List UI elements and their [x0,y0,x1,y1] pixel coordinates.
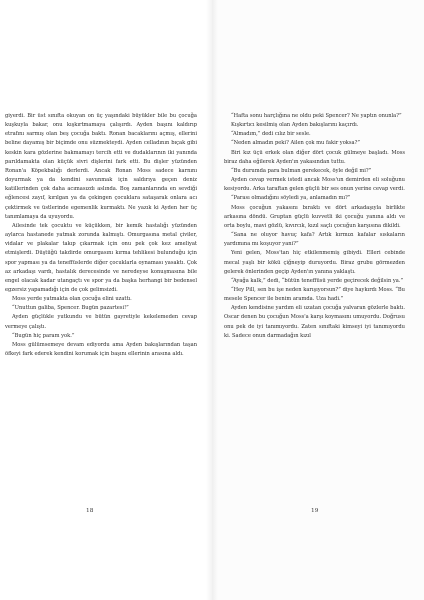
paragraph: “Almadım,” dedi cılız bir sesle. [231,131,311,138]
paragraph: “Ayağa kalk,” dedi, “bütün teneffüsü yerde geçirecek değilsin ya.” [231,277,404,284]
paragraph: Biri kız üçü erkek olan diğer dört çocuk gülmeye başladı. Moss biraz daha eğilerek Ayden'ın yakasından tuttu. [224,149,405,165]
page-number-right: 19 [311,508,319,514]
paragraph: Ayden cevap vermek istedi ancak Moss'un demirden eli soluğunu kesiyordu. Arka taraftan gelen güçlü bir ses onun yerine cevap verdi. [224,177,405,193]
book-gutter [206,0,218,600]
left-page-body [5,112,197,359]
paragraph: “Hafta sonu harçlığına ne oldu peki Spencer? Ne yaptın onunla?” [231,113,402,119]
paragraph: Ayden kendisine yardım eli uzatan çocuğa yalvaran gözlerle baktı. Oscar denen bu çocuğun Moss'a karşı koymasını umuyordu. Doğrusu onu pek de iyi tanımıyordu. Zaten sınıftaki kimseyi iyi tanımıyordu ki. Sadece onun darmadağın kızıl [224,305,405,339]
paragraph: Yeni gelen, Moss'tan hiç etkilenmemiş gibiydi. Elleri cebinde mecal yaşlı bir kökü çiğneyip duruyordu. Biraz grubu görmezden gelerek önlerinden geçip Ayden'ın yanına yaklaştı. [224,250,405,275]
page-number-left: 18 [86,508,94,514]
paragraph: Moss gülümsemeye devam ediyordu ama Ayden bakışlarından taşan öfkeyi fark ederek kendini korumak için başını ellerinin arasına aldı. [5,341,197,358]
paragraph: giyerdi. Bir üst sınıfta okuyan on üç yaşındaki büyükler bile bu çocuğa kuşkuyla bakar, onu kışkırtmamaya çalışırdı. Ayden başını kaldırıp etrafını sarmış olan beş çocuğa baktı. Ronan bacaklarını açmış, ellerini beline dayamış bir biçimde onu süzmekteydi. Ayden celladının bıçak gibi keskin kara gözlerine bakmamayı tercih etti ve dudaklarının iki yanında parıldamakta olan küçük sivri dişlerini fark etti. Bu dişler yüzünden Ronan'a Köpekbalığı derlerdi. Ancak Ronan Moss sadece karnını doyurmak ya da kendini savunmak için saldırıya geçen deniz katillerinden çok daha acımasızdı aslında. Boş zamanlarında en sevdiği eğlencesi zayıf, kırılgan ya da çekingen çocuklara sataşarak onlara acı çektirmek ve üstlerinde egemenlik kurmaktı. Ne yazık ki Ayden her üç tanımlamaya da uyuyordu. [5,113,197,220]
paragraph: Moss çocuğun yakasını bıraktı ve dört arkadaşıyla birlikte arkasına döndü. Gruptan güçlü kuvvetli iki çocuğu yanına aldı ve orta boylu, mavi gözlü, kıvırcık, kızıl saçlı çocuğun karşısına dikildi. [224,204,405,229]
paragraph: Ailesinde tek çocuktu ve küçükken, bir kemik hastalığı yüzünden aylarca hastanede yatmak zorunda kalmıştı. Omurgasına metal çiviler, vidalar ve plakalar takıp çıkarmak için onu pek çok kez ameliyat etmişlerdi. Düştüğü takdirde omurgasını kırma tehlikesi bulunduğu için spor yapması ya da teneffüslerde diğer çocuklarla oynaması yasaktı. Çok az arkadaşı vardı, hastalık derecesinde ve neredeyse konuşmasına bile engel olacak kadar utangaçtı ve spor ya da başka herhangi bir bedensel egzersiz yapamadığı için de çok gelimsizdi. [5,222,197,293]
paragraph: “Hey Pill, sen bu işe neden karışıyorsun?” diye haykırdı Moss. “Bu mesele Spencer ile benim aramda. Uza hadi.” [224,286,405,303]
paragraph: Moss yerde yatmakta olan çocuğa elini uzattı. [12,296,132,303]
paragraph: “Parası olmadığını söyledi ya, anlamadın mı?” [231,195,351,202]
paragraph: “Sana ne oluyor havuç kafa? Artık kırmızı kafalar sıskaların yardımına mı koşuyor yani?” [224,232,405,248]
paragraph: “Bu durumda para bulman gerekecek, öyle değil mi?” [231,167,372,174]
paragraph: “Bugün hiç param yok.” [12,332,75,339]
paragraph: Kışkırtıcı kesilmiş olan Ayden bakışlarını kaçırdı. [231,122,359,129]
right-page-body [224,112,405,341]
paragraph: “Neden almadın peki? Ailen çok mu fakir yoksa?” [231,140,361,147]
paragraph: Ayden güçlükle yutkundu ve bütün gayretiyle kekelemeden cevap vermeye çalıştı. [5,314,197,330]
paragraph: “Unuttun galiba, Spencer. Bugün pazartesi!” [12,305,129,312]
